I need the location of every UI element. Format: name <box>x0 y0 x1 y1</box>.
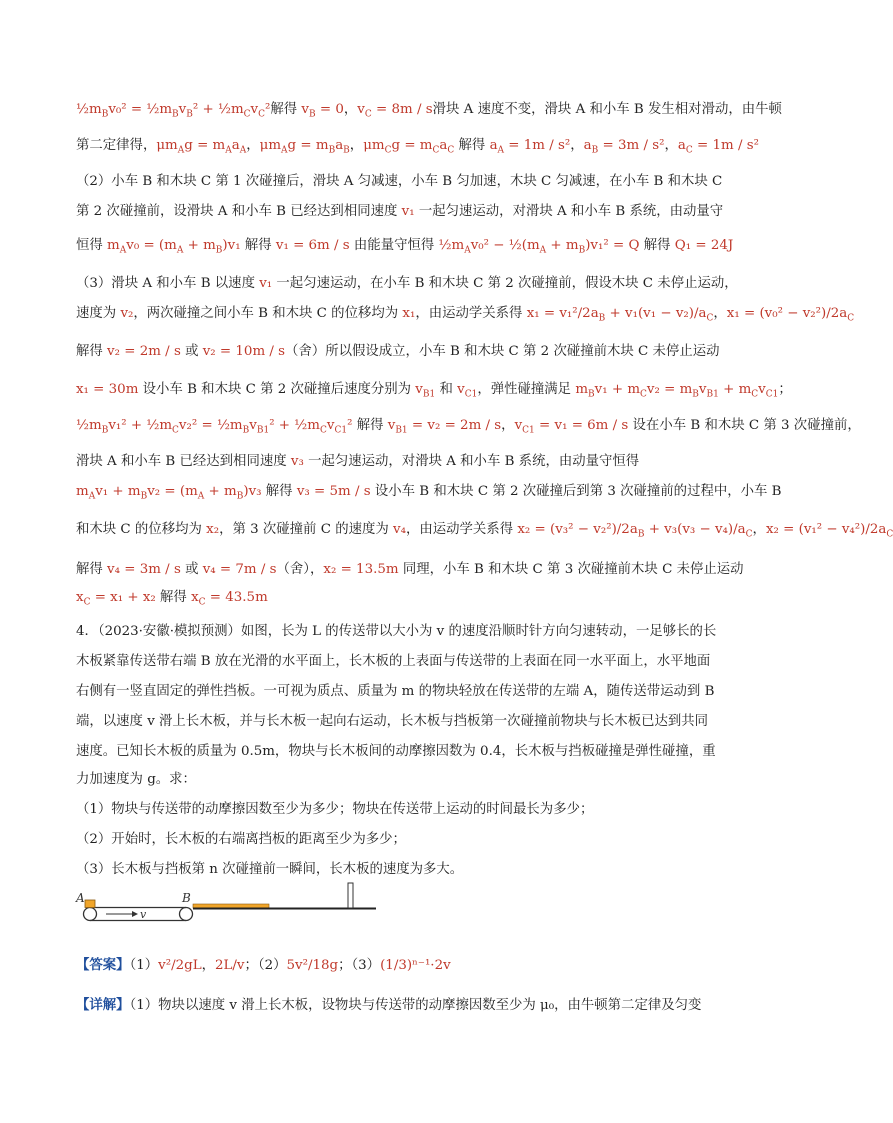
formula-text: A <box>197 491 205 502</box>
body-text: 和木块 C 的位移均为 <box>76 522 207 537</box>
body-text: 由能量守恒得 <box>349 238 439 253</box>
formula-text: x <box>191 590 199 605</box>
text-line <box>76 452 736 472</box>
formula-text: A <box>464 245 471 256</box>
formula-text: μm <box>156 138 178 153</box>
formula-text: v <box>415 382 423 397</box>
formula-text: C <box>745 529 753 540</box>
formula-text: a <box>489 138 498 153</box>
body-text: 和 <box>435 382 458 397</box>
body-text: ， <box>713 306 727 321</box>
formula-text: m <box>107 238 120 253</box>
formula-text: ² + ½m <box>192 102 244 117</box>
formula-text: v₀² − ½(m <box>470 238 540 253</box>
formula-text: v <box>514 418 523 433</box>
text-line <box>76 520 893 545</box>
body-text: 第二定律得， <box>76 138 157 153</box>
formula-text: v <box>457 382 465 397</box>
text-line <box>76 136 759 161</box>
text-line <box>76 800 736 820</box>
body-text: 解得 <box>270 102 302 117</box>
formula-text: = v₁ = 6m / s <box>534 418 629 433</box>
formula-text: ½m <box>76 418 102 433</box>
formula-text: ² <box>347 418 353 433</box>
text-line <box>76 652 736 672</box>
text-line <box>76 202 736 222</box>
formula-text: B <box>186 109 193 120</box>
formula-text: v₂ = 10m / s <box>202 344 286 359</box>
text-line <box>76 860 736 880</box>
body-text: ， <box>201 958 215 973</box>
body-text: 一起匀速运动，对滑块 A 和小车 B 系统，由动量守恒得 <box>303 454 640 469</box>
formula-text: x <box>76 590 84 605</box>
body-text: 右侧有一竖直固定的弹性挡板。一可视为质点、质量为 m 的物块轻放在传送带的左端 A，随传送带运动到 B <box>76 684 715 699</box>
body-text: 端，以速度 v 滑上长木板，并与长木板一起向右运动，长木板与挡板第一次碰撞前物块与长木板已达到共同 <box>76 714 709 729</box>
formula-text: v₁ <box>259 276 273 291</box>
formula-text: + v₃(v₃ − v₄)/a <box>644 522 746 537</box>
body-text: 滑块 A 速度不变，滑块 A 和小车 B 发生相对滑动，由牛顿 <box>432 102 782 117</box>
formula-text: = 3m / s² <box>598 138 665 153</box>
formula-text: a <box>439 138 448 153</box>
formula-text: C <box>364 109 372 120</box>
text-line <box>76 770 736 790</box>
formula-text: A <box>177 145 185 156</box>
formula-text: A <box>176 245 184 256</box>
body-text: （3）滑块 A 和小车 B 以速度 <box>76 276 260 291</box>
formula-text: v₁² + ½m <box>108 418 173 433</box>
formula-text: v₀² = ½m <box>108 102 173 117</box>
formula-text: B <box>578 245 586 256</box>
formula-text: x₁ = 30m <box>76 382 139 397</box>
formula-text: ½m <box>76 102 102 117</box>
formula-text: x₂ = (v₁² − v₄²)/2a <box>765 522 887 537</box>
body-text: 一起匀速运动，在小车 B 和木块 C 第 2 次碰撞前，假设木块 C 未停止运动， <box>272 276 738 291</box>
formula-text: x₂ = (v₃² − v₂²)/2a <box>517 522 638 537</box>
formula-text: v <box>698 382 707 397</box>
body-text: ， <box>343 102 358 117</box>
text-line <box>76 742 736 762</box>
formula-text: )v₁² = Q <box>585 238 640 253</box>
formula-text: B1 <box>256 425 270 436</box>
formula-text: v <box>357 102 365 117</box>
velocity-label: v <box>140 908 147 921</box>
section-label: 【答案】 <box>76 957 130 973</box>
formula-text: v <box>178 102 187 117</box>
body-text: ；（2） <box>244 958 287 973</box>
formula-text: + m <box>718 382 752 397</box>
elastic-barrier <box>348 883 353 908</box>
formula-text: v <box>250 102 259 117</box>
body-text: ； <box>778 382 792 397</box>
text-line <box>76 560 744 580</box>
formula-text: C <box>751 389 759 400</box>
formula-text: A <box>225 145 232 156</box>
formula-text: a <box>231 138 240 153</box>
formula-text: C <box>886 529 893 540</box>
label-b: B <box>182 891 191 905</box>
formula-text: + m <box>204 484 237 499</box>
body-text: 解得 <box>454 138 490 153</box>
text-line <box>76 588 736 613</box>
text-line <box>76 955 736 976</box>
formula-text: v₃ <box>290 454 304 469</box>
text-line <box>76 342 736 362</box>
body-text: （2）开始时，长木板的右端离挡板的距离至少为多少； <box>76 832 406 847</box>
body-text: （舍）， <box>276 562 324 577</box>
formula-text: = 0 <box>315 102 344 117</box>
formula-text: a <box>335 138 344 153</box>
formula-text: a <box>677 138 686 153</box>
formula-text: v₂ = m <box>646 382 693 397</box>
body-text: 解得 <box>639 238 675 253</box>
body-text: 4．（2023·安徽·模拟预测）如图，长为 L 的传送带以大小为 v 的速度沿顺时针方向匀速转动，一足够长的长 <box>76 624 717 639</box>
text-line <box>76 380 792 405</box>
formula-text: μm <box>259 138 282 153</box>
body-text: 解得 <box>76 562 108 577</box>
formula-text: g = m <box>287 138 329 153</box>
formula-text: = 1m / s² <box>504 138 571 153</box>
body-text: 恒得 <box>76 238 108 253</box>
formula-text: C <box>83 597 91 608</box>
formula-text: x₁ = v₁²/2a <box>526 306 599 321</box>
formula-text: g = m <box>184 138 226 153</box>
text-line <box>76 995 736 1016</box>
formula-text: x₂ <box>206 522 220 537</box>
formula-text: + m <box>546 238 579 253</box>
formula-text: C1 <box>765 389 779 400</box>
body-text: （1） <box>129 958 159 973</box>
formula-text: m <box>575 382 589 397</box>
formula-text: = x₁ + x₂ <box>90 590 156 605</box>
formula-text: )v₃ <box>243 484 262 499</box>
formula-text: ² + ½m <box>269 418 320 433</box>
body-text: ， <box>752 522 766 537</box>
formula-text: B <box>215 245 223 256</box>
formula-text: v <box>249 418 257 433</box>
formula-text: v₄ = 3m / s <box>107 562 181 577</box>
formula-text: v₃ = 5m / s <box>296 484 371 499</box>
formula-text: v₁ + m <box>594 382 641 397</box>
body-text: 速度。已知长木板的质量为 0.5m，物块与长木板间的动摩擦因数为 0.4，长木板与挡板碰撞是弹性碰撞，重 <box>76 744 716 759</box>
text-line <box>76 712 736 732</box>
formula-text: x₁ = (v₀² − v₂²)/2a <box>726 306 848 321</box>
formula-text: = 1m / s² <box>692 138 759 153</box>
formula-text: B <box>236 491 244 502</box>
text-line <box>76 304 855 329</box>
formula-text: B <box>692 389 699 400</box>
formula-text: B <box>242 425 250 436</box>
right-roller <box>180 908 193 921</box>
formula-text: μm <box>363 138 385 153</box>
formula-text: B <box>140 491 148 502</box>
body-text: 或 <box>180 344 203 359</box>
formula-text: C <box>172 425 179 436</box>
formula-text: v₁ = 6m / s <box>275 238 350 253</box>
formula-text: x₁ <box>402 306 416 321</box>
formula-text: C <box>198 597 206 608</box>
formula-text: v₂ = 2m / s <box>107 344 181 359</box>
formula-text: v <box>326 418 335 433</box>
body-text: 设在小车 B 和木块 C 第 3 次碰撞前， <box>628 418 861 433</box>
body-text: 解得 <box>261 484 297 499</box>
formula-text: B1 <box>706 389 719 400</box>
body-text: 木板紧靠传送带右端 B 放在光滑的水平面上，长木板的上表面与传送带的上表面在同一水平面上，水平地面 <box>76 654 711 669</box>
formula-text: 2L/v <box>215 958 245 973</box>
text-line <box>76 172 736 192</box>
text-line <box>76 100 782 125</box>
body-text: ， <box>570 138 584 153</box>
formula-text: v₂ = (m <box>147 484 198 499</box>
formula-text: C1 <box>522 425 535 436</box>
formula-text: B <box>101 109 109 120</box>
formula-text: + m <box>183 238 216 253</box>
body-text: ， <box>349 138 364 153</box>
body-text: ，两次碰撞之间小车 B 和木块 C 的位移均为 <box>133 306 403 321</box>
body-text: 或 <box>180 562 203 577</box>
body-text: 第 2 次碰撞前，设滑块 A 和小车 B 已经达到相同速度 <box>76 204 402 219</box>
text-line <box>76 622 736 642</box>
body-text: 同理，小车 B 和木块 C 第 3 次碰撞前木块 C 未停止运动 <box>398 562 744 577</box>
formula-text: C <box>706 313 714 324</box>
formula-text: B <box>101 425 109 436</box>
formula-text: = 8m / s <box>371 102 433 117</box>
formula-text: g = m <box>391 138 433 153</box>
formula-text: v <box>301 102 309 117</box>
formula-text: C <box>447 145 455 156</box>
section-label: 【详解】 <box>76 997 130 1013</box>
formula-text: C <box>432 145 440 156</box>
body-text: （1）物块与传送带的动摩擦因数至少为多少；物块在传送带上运动的时间最长为多少； <box>76 802 594 817</box>
block <box>85 900 95 908</box>
body-text: 设小车 B 和木块 C 第 2 次碰撞后到第 3 次碰撞前的过程中，小车 B <box>370 484 782 499</box>
formula-text: C <box>685 145 693 156</box>
formula-text: v₀ = (m <box>126 238 177 253</box>
label-a: A <box>76 891 85 905</box>
body-text: （舍）所以假设成立，小车 B 和木块 C 第 2 次碰撞前木块 C 未停止运动 <box>285 344 720 359</box>
formula-text: A <box>539 245 547 256</box>
body-text: 滑块 A 和小车 B 已经达到相同速度 <box>76 454 291 469</box>
body-text: ， <box>501 418 515 433</box>
formula-text: v²/2gL <box>158 958 202 973</box>
conveyor-belt-diagram <box>76 880 386 930</box>
text-line <box>76 236 736 261</box>
formula-text: x₂ = 13.5m <box>323 562 399 577</box>
formula-text: A <box>497 145 505 156</box>
formula-text: A <box>281 145 288 156</box>
text-line <box>76 830 736 850</box>
formula-text: B <box>172 109 179 120</box>
formula-text: a <box>583 138 592 153</box>
body-text: 解得 <box>155 590 192 605</box>
formula-text: v₂² = ½m <box>178 418 243 433</box>
formula-text: + v₁(v₁ − v₂)/a <box>605 306 707 321</box>
formula-text: C <box>384 145 392 156</box>
body-text: ；（3） <box>338 958 381 973</box>
formula-text: A <box>119 245 127 256</box>
formula-text: = 43.5m <box>205 590 268 605</box>
formula-text: v₁ + m <box>95 484 141 499</box>
long-board <box>193 904 269 908</box>
formula-text: A <box>88 491 96 502</box>
body-text: ，第 3 次碰撞前 C 的速度为 <box>219 522 394 537</box>
formula-text: v₂ <box>120 306 134 321</box>
formula-text: m <box>76 484 89 499</box>
formula-text: B <box>309 109 316 120</box>
body-text: （1）物块以速度 v 滑上长木板，设物块与传送带的动摩擦因数至少为 μ₀，由牛顿第二定律及匀变 <box>129 998 702 1013</box>
formula-text: B1 <box>422 389 436 400</box>
body-text: ，由运动学关系得 <box>405 522 518 537</box>
formula-text: B <box>637 529 645 540</box>
body-text: ，弹性碰撞满足 <box>477 382 576 397</box>
formula-text: v₄ <box>393 522 406 537</box>
text-line <box>76 274 736 294</box>
text-line <box>76 682 736 702</box>
formula-text: 5v²/18g <box>286 958 339 973</box>
formula-text: C1 <box>334 425 348 436</box>
formula-text: B <box>343 145 350 156</box>
body-text: 解得 <box>240 238 276 253</box>
body-text: （2）小车 B 和木块 C 第 1 次碰撞后，滑块 A 匀减速，小车 B 匀加速，木块 C 匀减速，在小车 B 和木块 C <box>76 174 723 189</box>
formula-text: v <box>387 418 396 433</box>
formula-text: ½m <box>438 238 465 253</box>
formula-text: )v₁ <box>222 238 241 253</box>
text-line <box>76 416 861 441</box>
formula-text: B1 <box>395 425 408 436</box>
formula-text: B <box>591 145 599 156</box>
body-text: ，由运动学关系得 <box>415 306 527 321</box>
velocity-arrowhead <box>132 911 138 917</box>
formula-text: v <box>758 382 766 397</box>
formula-text: C1 <box>464 389 478 400</box>
formula-text: B <box>598 313 606 324</box>
body-text: 设小车 B 和木块 C 第 2 次碰撞后速度分别为 <box>138 382 416 397</box>
formula-text: C <box>258 109 265 120</box>
body-text: 解得 <box>352 418 388 433</box>
formula-text: ² <box>265 102 271 117</box>
formula-text: C <box>847 313 855 324</box>
formula-text: C <box>243 109 251 120</box>
formula-text: C <box>640 389 647 400</box>
formula-text: Q₁ = 24J <box>674 238 734 253</box>
formula-text: A <box>239 145 247 156</box>
text-line <box>76 482 782 507</box>
body-text: 一起匀速运动，对滑块 A 和小车 B 系统，由动量守 <box>414 204 724 219</box>
body-text: 解得 <box>76 344 108 359</box>
formula-text: C <box>319 425 327 436</box>
body-text: ， <box>664 138 678 153</box>
formula-text: B <box>328 145 336 156</box>
body-text: 速度为 <box>76 306 121 321</box>
formula-text: v₁ <box>401 204 415 219</box>
left-roller <box>84 908 97 921</box>
formula-text: B <box>588 389 595 400</box>
body-text: （3）长木板与挡板第 n 次碰撞前一瞬间，长木板的速度为多大。 <box>76 862 464 877</box>
body-text: ， <box>246 138 260 153</box>
formula-text: = v₂ = 2m / s <box>407 418 502 433</box>
formula-text: v₄ = 7m / s <box>202 562 277 577</box>
body-text: 力加速度为 g。求： <box>76 772 196 787</box>
formula-text: (1/3)ⁿ⁻¹·2v <box>380 958 451 973</box>
